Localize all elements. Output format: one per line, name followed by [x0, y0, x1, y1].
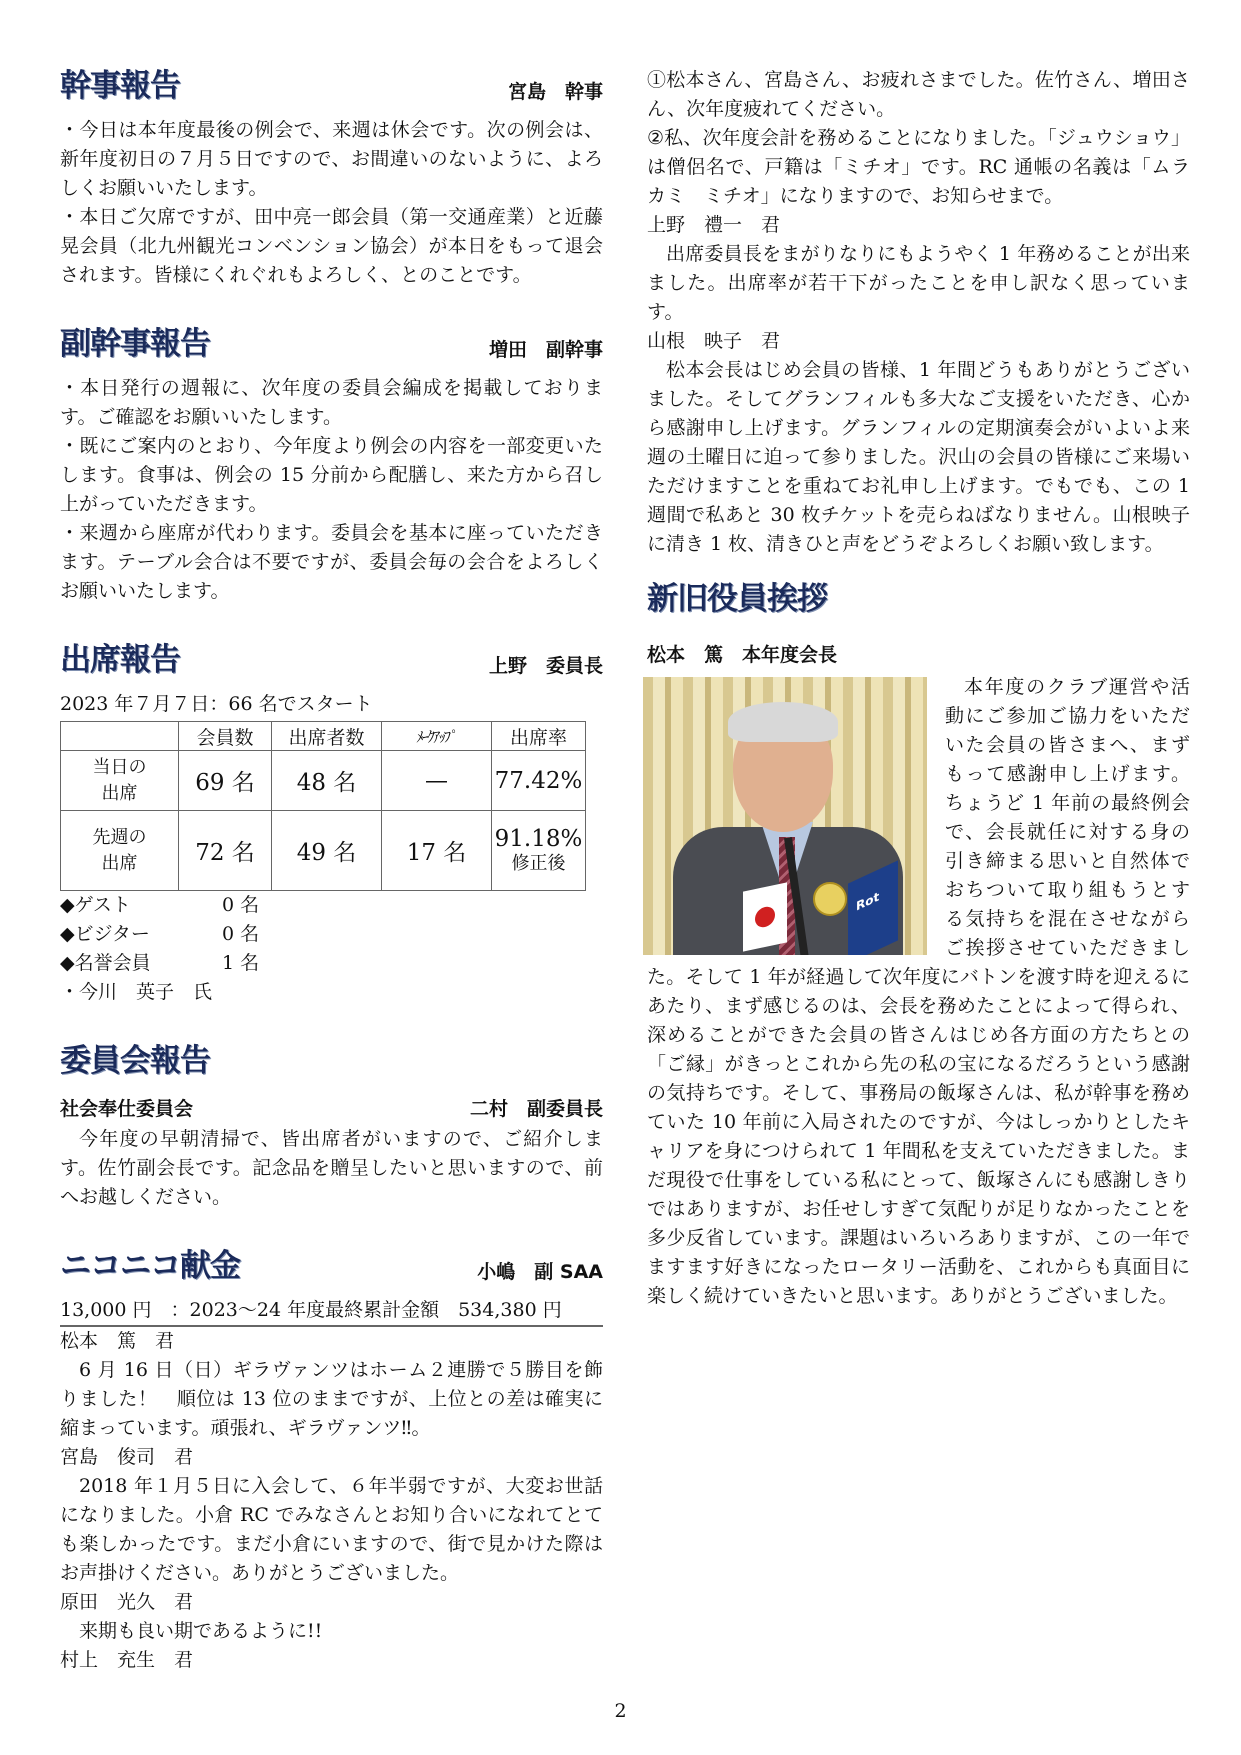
- extra-row: [60, 920, 603, 949]
- extra-label: ◆名誉会員: [60, 952, 151, 974]
- makeup-cell: 17 名: [382, 811, 492, 891]
- entry-text: ①松本さん、宮島さん、お疲れさまでした。佐竹さん、増田さん、次年度疲れてください。 ②私、次年度会計を務めることになりました。「ジュウショウ」は僧侶名で、戸籍は「ミチオ」です。RC 通帳の名義は「ムラカミ ミチオ」になりますので、お知らせまで。: [647, 69, 1190, 207]
- greeting-body: [647, 673, 1190, 1311]
- page-number: 2: [614, 1700, 627, 1722]
- extra-label: ◆ゲスト: [60, 894, 131, 916]
- entry-text: 松本会長はじめ会員の皆様、1 年間どうもありがとうございました。そしてグランフィルも多大なご支援をいただき、心から感謝申し上げます。グランフィルの定期演奏会がいよいよ来週の土曜日に迫って参りました。沢山の会員の皆様にご来場いただけますことを重ねてお礼申し上げます。でもでも、この 1 週間で私あと 30 枚チケットを売らねばなりません。山根映子に清き 1 枚、清きひと声をどうぞよろしくお願い致します。: [647, 359, 1190, 555]
- extra-value: 0 名: [222, 923, 260, 945]
- greeting-rest-text: させながらご挨拶させていただきました。そして 1 年が経過して次年度にバトンを渡す時を迎えるにあたり、まず感じるのは、会長を務めたことによって得られ、深めることができた会員の皆さんはじめ各方面の方たちとの「ご縁」がきっとこれから先の私の宝になるだろうという感謝の気持ちです。そして、事務局の飯塚さんは、私が幹事を務めていた 10 年前に入局されたのですが、今はしっかりとしたキャリアを身につけられて 1 年間私を支えていただきました。まだ現役で仕事をしている私にとって、飯塚さんにも感謝しきりではありますが、お任せしすぎて気配りが足りなかったことを多少反省しています。課題はいろいろありますが、この一年でますます好きになったロータリー活動を、これからも真面目に楽しく続けていきたいと思います。ありがとうございました。: [647, 908, 1190, 1307]
- members-cell: 69 名: [179, 751, 272, 811]
- greeting-heading: 新旧役員挨拶: [647, 581, 827, 617]
- committee-report-section: [60, 1041, 603, 1212]
- greeting-section: [647, 579, 1190, 1311]
- kanji-report-body: [60, 116, 603, 290]
- kanji-report-heading: 幹事報告: [60, 68, 180, 104]
- committee-byline: 二村 副委員長: [469, 1098, 603, 1120]
- spacer: [60, 290, 603, 324]
- kanji-report-byline: 宮島 幹事: [507, 81, 603, 103]
- extra-row: [60, 949, 603, 978]
- niko-header: [60, 1246, 603, 1286]
- newsletter-columns: [60, 66, 1190, 1686]
- paragraph: ・本日発行の週報に、次年度の委員会編成を掲載しております。ご確認をお願いいたします。: [60, 377, 603, 428]
- greeting-side-text: 本年度のクラブ運営や活動にご参加ご協力をいただいた会員の皆さまへ、まずもって感謝申し上げます。ちょうど 1 年前の最終例会で、会長就任に対する身の引き締まる思いと自然体でおちついて取り組もうとする気持ちを混在: [945, 676, 1190, 930]
- rate-note: 修正後: [511, 852, 566, 874]
- row-label: 当日の 出席: [61, 751, 179, 811]
- spacer: [60, 1212, 603, 1246]
- paragraph: ・今日は本年度最後の例会で、来週は休会です。次の例会は、新年度初日の７月５日ですので、お間違いのないように、よろしくお願いいたします。: [60, 119, 603, 199]
- attendance-section: [60, 640, 603, 1007]
- entry-text: 出席委員長をまがりなりにもようやく 1 年務めることが出来ました。出席率が若干下がったことを申し訳なく思っています。: [647, 243, 1190, 323]
- vice-kanji-report-heading: 副幹事報告: [60, 326, 210, 362]
- vice-kanji-report-body: [60, 374, 603, 606]
- spacer: [60, 1007, 603, 1041]
- rate-cell: 77.42%: [492, 751, 586, 811]
- committee-report-heading: 委員会報告: [60, 1043, 210, 1079]
- committee-name: 社会奉仕委員会: [60, 1098, 194, 1120]
- paragraph: ・来週から座席が代わります。委員会を基本に座っていただきます。テーブル会合は不要ですが、委員会毎の会合をよろしくお願いいたします。: [60, 522, 603, 602]
- attendees-cell: 49 名: [272, 811, 382, 891]
- flag-sun: [755, 905, 775, 929]
- niko-byline: 小嶋 副 SAA: [477, 1261, 603, 1283]
- vice-kanji-report-byline: 増田 副幹事: [488, 339, 603, 361]
- honorary-name: ・今川 英子 氏: [60, 981, 213, 1003]
- spacer: [60, 606, 603, 640]
- extra-label: ◆ビジター: [60, 923, 150, 945]
- attendees-cell: 48 名: [272, 751, 382, 811]
- attendance-start-line: 2023 年７月７日：66 名でスタート: [60, 693, 373, 715]
- attendance-table: [60, 721, 586, 891]
- extra-value: 0 名: [222, 894, 260, 916]
- spacer: [647, 559, 1190, 579]
- entry-name: 原田 光久 君: [60, 1591, 194, 1613]
- paragraph: ・本日ご欠席ですが、田中亮一郎会員（第一交通産業）と近藤晃会員（北九州観光コンベンション協会）が本日をもって退会されます。皆様にくれぐれもよろしく、とのことです。: [60, 206, 603, 286]
- kanji-report-header: [60, 66, 603, 106]
- header-cell: 出席者数: [272, 722, 382, 751]
- vice-kanji-report-section: [60, 324, 603, 606]
- row-label: 先週の 出席: [61, 811, 179, 891]
- attendance-extras: [60, 891, 603, 1007]
- greeting-speaker: 松本 篤 本年度会長: [647, 644, 838, 666]
- table-header-row: [61, 722, 586, 751]
- hair: [728, 702, 838, 742]
- entry-name: 松本 篤 君: [60, 1330, 175, 1352]
- committee-subheader: [60, 1095, 603, 1123]
- japan-flag: [743, 882, 787, 951]
- table-row: [61, 811, 586, 891]
- header-cell: 出席率: [492, 722, 586, 751]
- greeting-header: [647, 579, 1190, 619]
- rate-value: 91.18%: [494, 825, 583, 852]
- entry-text: 6 月 16 日（日）ギラヴァンツはホーム２連勝で５勝目を飾りました！ 順位は 13 位のままですが、上位との差は確実に縮まっています。頑張れ、ギラヴァンツ‼。: [60, 1359, 603, 1439]
- paragraph: ・既にご案内のとおり、今年度より例会の内容を一部変更いたします。食事は、例会の 15 分前から配膳し、来た方から召し上がっていただきます。: [60, 435, 603, 515]
- attendance-header: [60, 640, 603, 680]
- committee-body: 今年度の早朝清掃で、皆出席者がいますので、ご紹介します。佐竹副会長です。記念品を贈呈したいと思いますので、前へお越しください。: [60, 1128, 603, 1208]
- extra-row: [60, 891, 603, 920]
- entry-name: 宮島 俊司 君: [60, 1446, 194, 1468]
- rotary-flag: Rot: [848, 860, 898, 955]
- header-cell: [61, 722, 179, 751]
- attendance-byline: 上野 委員長: [488, 655, 603, 677]
- speaker-photo: [643, 677, 927, 955]
- attendance-heading: 出席報告: [60, 642, 180, 678]
- extra-value: 1 名: [222, 952, 260, 974]
- kanji-report-section: [60, 66, 603, 290]
- entry-text: 2018 年１月５日に入会して、６年半弱ですが、大変お世話になりました。小倉 RC でみなさんとお知り合いになれてとても楽しかったです。まだ小倉にいますので、街で見かけた際はお声掛けください。ありがとうございました。: [60, 1475, 603, 1584]
- members-cell: 72 名: [179, 811, 272, 891]
- niko-summary: 13,000 円 ：2023～24 年度最終累計金額 534,380 円: [60, 1296, 603, 1327]
- table-row: [61, 751, 586, 811]
- entry-name: 村上 充生 君: [60, 1649, 194, 1671]
- vice-kanji-report-header: [60, 324, 603, 364]
- entry-name: 上野 禮一 君: [647, 214, 781, 236]
- header-cell: 会員数: [179, 722, 272, 751]
- makeup-cell: —: [382, 751, 492, 811]
- rate-cell: [492, 811, 586, 891]
- committee-report-header: [60, 1041, 603, 1081]
- header-cell: ﾒｰｸｱｯﾌﾟ: [382, 722, 492, 751]
- entry-text: 来期も良い期であるように!!: [79, 1620, 323, 1642]
- niko-heading: ニコニコ献金: [60, 1248, 240, 1284]
- rotary-badge: [813, 882, 847, 916]
- entry-name: 山根 映子 君: [647, 330, 781, 352]
